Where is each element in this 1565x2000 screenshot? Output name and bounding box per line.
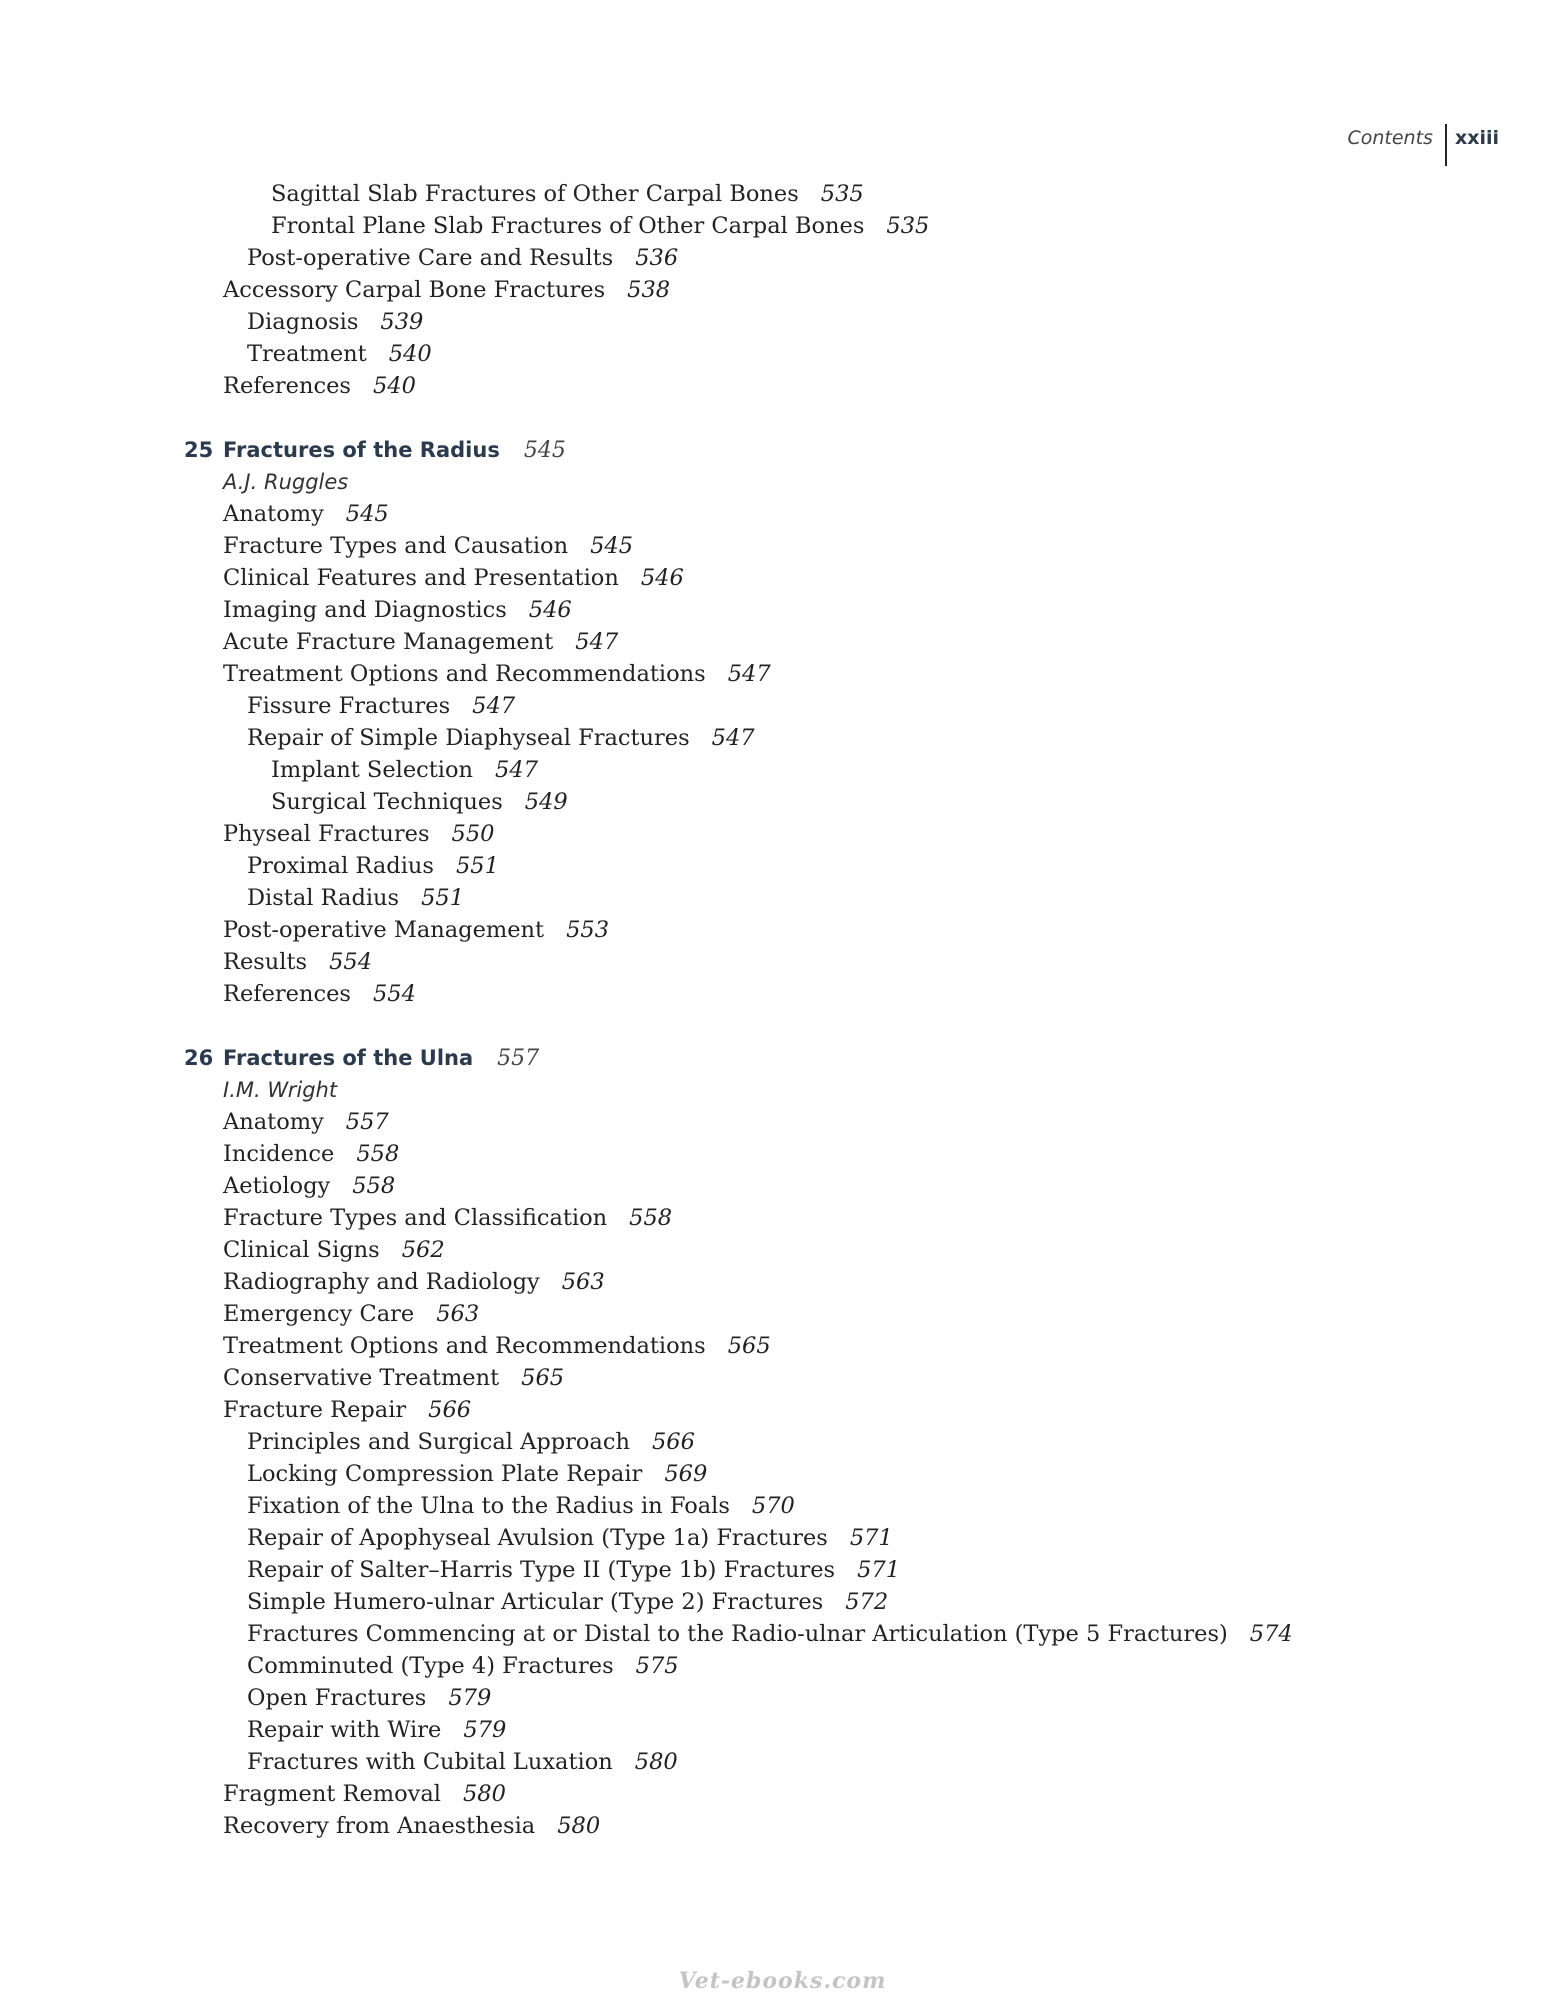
toc-continued-entries: [0, 178, 1565, 402]
toc-entry[interactable]: [0, 1202, 1565, 1234]
toc-entry-page: 547: [575, 629, 619, 655]
spacer: [0, 402, 1565, 434]
toc-entry-title: Post-operative Management: [223, 917, 545, 943]
running-head: [1347, 124, 1499, 166]
toc-entry-page: 553: [566, 917, 610, 943]
toc-entry-page: 571: [849, 1525, 893, 1551]
toc-entry[interactable]: [0, 1266, 1565, 1298]
toc-entry-title: Fractures Commencing at or Distal to the Radio-ulnar Articulation (Type 5 Fractures): [247, 1621, 1228, 1647]
toc-entry-title: Fragment Removal: [223, 1781, 441, 1807]
toc-entry[interactable]: [0, 178, 1565, 210]
chapter-26-entries: [0, 1106, 1565, 1842]
toc-entry-title: Treatment: [247, 341, 367, 367]
toc-entry-title: Aetiology: [223, 1173, 331, 1199]
spacer: [0, 1010, 1565, 1042]
toc-entry-title: Conservative Treatment: [223, 1365, 500, 1391]
toc-entry-title: Treatment Options and Recommendations: [223, 661, 706, 687]
toc-entry[interactable]: [0, 626, 1565, 658]
toc-entry[interactable]: [0, 530, 1565, 562]
toc-entry-page: 562: [401, 1237, 445, 1263]
toc-entry[interactable]: [0, 1746, 1565, 1778]
chapter-number: 26: [184, 1046, 214, 1070]
toc-entry-title: Accessory Carpal Bone Fractures: [223, 277, 606, 303]
toc-entry-page: 571: [857, 1557, 901, 1583]
toc-entry-page: 563: [561, 1269, 605, 1295]
toc-entry-title: Repair of Salter–Harris Type II (Type 1b) Fractures: [247, 1557, 836, 1583]
toc-entry-title: Implant Selection: [271, 757, 474, 783]
toc-entry-page: 574: [1249, 1621, 1293, 1647]
toc-entry-page: 539: [380, 309, 424, 335]
toc-entry-title: Simple Humero-ulnar Articular (Type 2) Fractures: [247, 1589, 824, 1615]
toc-entry[interactable]: [0, 1106, 1565, 1138]
toc-entry-page: 572: [845, 1589, 889, 1615]
chapter-author: A.J. Ruggles: [223, 470, 349, 494]
chapter-number: 25: [184, 438, 214, 462]
toc-entry-title: Anatomy: [223, 501, 324, 527]
toc-entry-page: 580: [634, 1749, 678, 1775]
toc-entry-title: Fractures with Cubital Luxation: [247, 1749, 613, 1775]
toc-entry-page: 579: [463, 1717, 507, 1743]
toc-entry[interactable]: [0, 1810, 1565, 1842]
toc-entry[interactable]: [0, 786, 1565, 818]
toc-entry[interactable]: [0, 370, 1565, 402]
toc-entry-title: Fracture Repair: [223, 1397, 407, 1423]
toc-entry[interactable]: [0, 1490, 1565, 1522]
toc-entry-page: 546: [640, 565, 684, 591]
toc-entry-title: Comminuted (Type 4) Fractures: [247, 1653, 614, 1679]
chapter-title: Fractures of the Radius: [223, 438, 500, 462]
toc-entry-title: Fracture Types and Causation: [223, 533, 569, 559]
toc-entry-title: Incidence: [223, 1141, 335, 1167]
toc-entry-page: 549: [524, 789, 568, 815]
toc-entry[interactable]: [0, 658, 1565, 690]
toc-entry-page: 536: [635, 245, 679, 271]
toc-entry[interactable]: [0, 722, 1565, 754]
toc-entry[interactable]: [0, 818, 1565, 850]
toc-entry[interactable]: [0, 1394, 1565, 1426]
toc-entry-title: Repair with Wire: [247, 1717, 442, 1743]
toc-entry-title: Fissure Fractures: [247, 693, 451, 719]
toc-entry-title: References: [223, 373, 351, 399]
toc-entry-page: 566: [651, 1429, 695, 1455]
toc-entry[interactable]: [0, 338, 1565, 370]
toc-entry-page: 535: [886, 213, 930, 239]
toc-entry-page: 569: [664, 1461, 708, 1487]
toc-entry-title: References: [223, 981, 351, 1007]
toc-entry-page: 557: [345, 1109, 389, 1135]
chapter-author: I.M. Wright: [223, 1078, 338, 1102]
toc-entry-page: 551: [421, 885, 465, 911]
toc-entry[interactable]: [0, 1298, 1565, 1330]
toc-entry[interactable]: [0, 1362, 1565, 1394]
table-of-contents: [0, 178, 1565, 1842]
toc-entry-page: 554: [329, 949, 373, 975]
toc-entry-page: 565: [727, 1333, 771, 1359]
toc-entry-title: Frontal Plane Slab Fractures of Other Carpal Bones: [271, 213, 865, 239]
toc-entry-page: 575: [635, 1653, 679, 1679]
toc-entry[interactable]: [0, 1650, 1565, 1682]
toc-entry[interactable]: [0, 1138, 1565, 1170]
toc-entry-page: 565: [521, 1365, 565, 1391]
toc-entry-page: 538: [627, 277, 671, 303]
toc-entry-page: 545: [590, 533, 634, 559]
toc-entry-title: Open Fractures: [247, 1685, 427, 1711]
toc-entry[interactable]: [0, 850, 1565, 882]
toc-entry-page: 570: [751, 1493, 795, 1519]
toc-entry[interactable]: [0, 1554, 1565, 1586]
toc-entry-page: 554: [372, 981, 416, 1007]
toc-entry-page: 546: [528, 597, 572, 623]
toc-entry[interactable]: [0, 594, 1565, 626]
toc-entry-title: Surgical Techniques: [271, 789, 503, 815]
toc-entry-page: 558: [629, 1205, 673, 1231]
toc-entry-page: 547: [711, 725, 755, 751]
toc-entry[interactable]: [0, 274, 1565, 306]
chapter-heading-26[interactable]: [0, 1042, 1565, 1074]
toc-entry-page: 551: [455, 853, 499, 879]
toc-entry-page: 547: [472, 693, 516, 719]
toc-entry[interactable]: [0, 690, 1565, 722]
toc-entry-page: 563: [436, 1301, 480, 1327]
toc-entry[interactable]: [0, 1170, 1565, 1202]
toc-entry-page: 566: [428, 1397, 472, 1423]
toc-entry-title: Recovery from Anaesthesia: [223, 1813, 536, 1839]
toc-entry-page: 550: [451, 821, 495, 847]
toc-entry-title: Repair of Apophyseal Avulsion (Type 1a) Fractures: [247, 1525, 828, 1551]
toc-entry-page: 580: [462, 1781, 506, 1807]
toc-entry[interactable]: [0, 306, 1565, 338]
toc-entry[interactable]: [0, 978, 1565, 1010]
toc-entry[interactable]: [0, 562, 1565, 594]
toc-entry-title: Treatment Options and Recommendations: [223, 1333, 706, 1359]
toc-entry-page: 580: [557, 1813, 601, 1839]
toc-entry-title: Sagittal Slab Fractures of Other Carpal Bones: [271, 181, 799, 207]
toc-entry[interactable]: [0, 1426, 1565, 1458]
toc-entry-page: 540: [388, 341, 432, 367]
toc-entry[interactable]: [0, 914, 1565, 946]
toc-entry-page: 547: [495, 757, 538, 783]
toc-entry-title: Principles and Surgical Approach: [247, 1429, 630, 1455]
chapter-25-entries: [0, 498, 1565, 1010]
toc-entry-title: Post-operative Care and Results: [247, 245, 614, 271]
toc-entry[interactable]: [0, 1586, 1565, 1618]
chapter-heading-25[interactable]: [0, 434, 1565, 466]
toc-entry-title: Radiography and Radiology: [223, 1269, 540, 1295]
toc-entry[interactable]: [0, 754, 1565, 786]
toc-entry-page: 558: [356, 1141, 400, 1167]
toc-entry-title: Results: [223, 949, 308, 975]
toc-entry[interactable]: [0, 882, 1565, 914]
toc-entry-title: Clinical Signs: [223, 1237, 380, 1263]
toc-entry-title: Repair of Simple Diaphyseal Fractures: [247, 725, 690, 751]
toc-entry[interactable]: [0, 1778, 1565, 1810]
toc-entry-title: Physeal Fractures: [223, 821, 430, 847]
running-head-section: Contents: [1347, 127, 1433, 149]
toc-entry-title: Distal Radius: [247, 885, 400, 911]
chapter-page: 557: [497, 1046, 540, 1071]
toc-entry[interactable]: [0, 498, 1565, 530]
toc-entry-page: 540: [372, 373, 416, 399]
toc-entry[interactable]: [0, 1682, 1565, 1714]
toc-entry-title: Clinical Features and Presentation: [223, 565, 619, 591]
toc-entry-page: 535: [820, 181, 864, 207]
toc-entry-page: 558: [352, 1173, 396, 1199]
toc-entry[interactable]: [0, 1522, 1565, 1554]
chapter-page: 545: [523, 438, 566, 463]
page-number: xxiii: [1454, 127, 1499, 149]
toc-entry-title: Diagnosis: [247, 309, 359, 335]
toc-entry-title: Fixation of the Ulna to the Radius in Foals: [247, 1493, 730, 1519]
toc-entry[interactable]: [0, 1714, 1565, 1746]
toc-entry-title: Locking Compression Plate Repair: [247, 1461, 643, 1487]
toc-entry-title: Proximal Radius: [247, 853, 434, 879]
toc-entry-title: Anatomy: [223, 1109, 324, 1135]
toc-entry[interactable]: [0, 242, 1565, 274]
toc-entry-title: Acute Fracture Management: [223, 629, 554, 655]
toc-entry-title: Imaging and Diagnostics: [223, 597, 507, 623]
toc-entry[interactable]: [0, 210, 1565, 242]
watermark-logo: Vet-ebooks.com: [678, 1968, 887, 1994]
toc-entry[interactable]: [0, 1618, 1565, 1650]
toc-entry-page: 579: [448, 1685, 492, 1711]
toc-entry-page: 545: [345, 501, 389, 527]
toc-entry-title: Emergency Care: [223, 1301, 415, 1327]
toc-entry[interactable]: [0, 1330, 1565, 1362]
toc-entry-title: Fracture Types and Classification: [223, 1205, 608, 1231]
toc-entry[interactable]: [0, 1458, 1565, 1490]
chapter-title: Fractures of the Ulna: [223, 1046, 474, 1070]
toc-entry[interactable]: [0, 946, 1565, 978]
toc-entry[interactable]: [0, 1234, 1565, 1266]
toc-entry-page: 547: [727, 661, 771, 687]
